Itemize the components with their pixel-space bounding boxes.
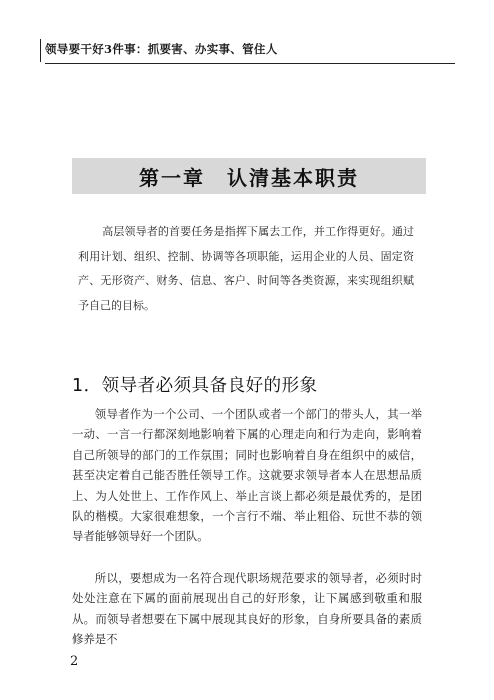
section-heading: 1．领导者必须具备良好的形象 [72,376,318,396]
running-head-rule [40,39,41,62]
page-number: 2 [70,654,79,669]
body-paragraph: 所以，要想成为一名符合现代职场规范要求的领导者，必须时时处处注意在下属的面前展现出自己的好形象，让下属感到敬重和服从。而领导者想要在下属中展现其良好的形象，自身所要具备的素质修养是不 [72,571,422,647]
body-paragraph: 领导者作为一个公司、一个团队或者一个部门的带头人，其一举一动、一言一行都深刻地影响着下属的心理走向和行为走向，影响着自己所领导的部门的工作氛围；同时也影响着自身在组织中的威信，甚至决定着自己能否胜任领导工作。这就要求领导者本人在思想品质上、为人处世上、工作作风上、举止言谈上都必须是最优秀的，是团队的楷模。大家很难想象，一个言行不端、举止粗俗、玩世不恭的领导者能够领导好一个团队。 [72,407,422,544]
chapter-title: 第一章 认清基本职责 [72,158,426,194]
running-head: 领导要干好3件事：抓要害、办实事、管住人 [45,41,455,64]
chapter-intro: 高层领导者的首要任务是指挥下属去工作，并工作得更好。通过利用计划、组织、控制、协调等各项职能，运用企业的人员、固定资产、无形资产、财务、信息、客户、时间等各类资源，来实现组织赋予自己的目标。 [78,225,414,312]
